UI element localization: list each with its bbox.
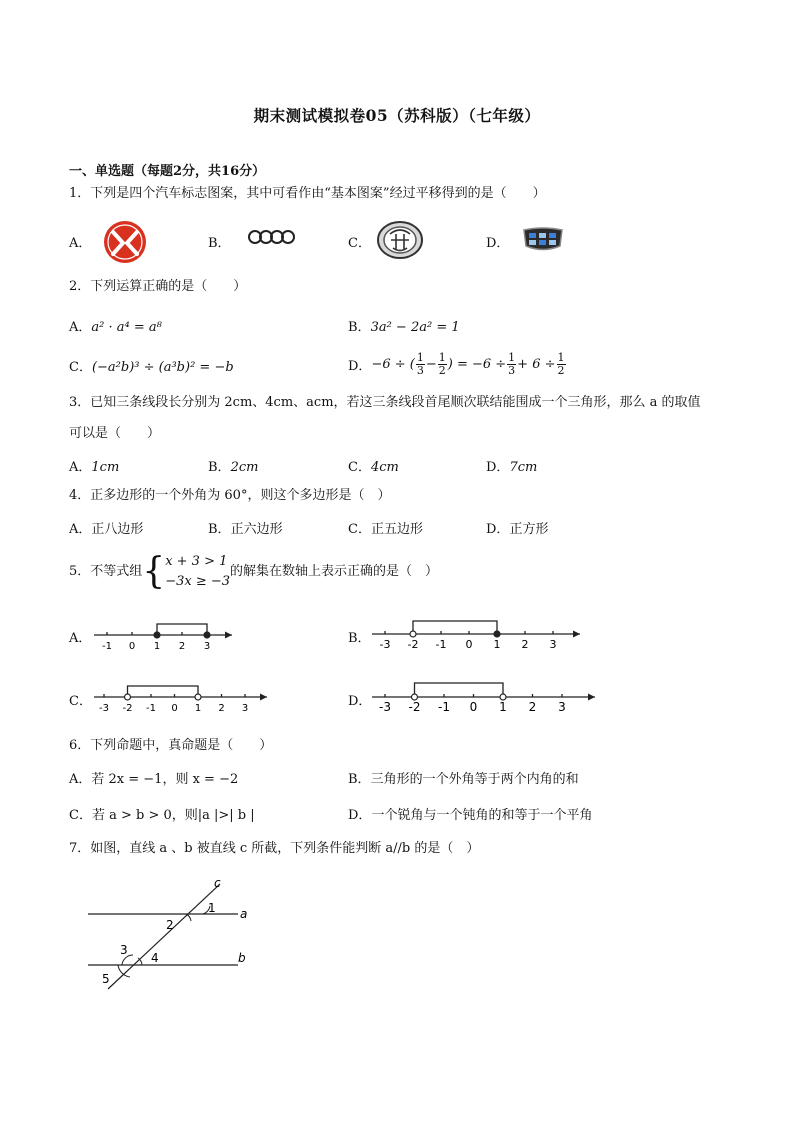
axis-tick-label: -2	[408, 700, 421, 714]
axis-arrow	[588, 694, 595, 701]
q2-d-minus: −	[425, 356, 437, 372]
brilliance-logo	[376, 220, 424, 260]
angle-3: 3	[120, 943, 128, 957]
angle-5: 5	[102, 972, 110, 986]
q5-axis-d	[370, 680, 600, 720]
q4-option-d: D．正方形	[486, 522, 549, 537]
q4-option-b: B．正六边形	[208, 522, 283, 537]
axis-tick-label: -3	[99, 703, 109, 714]
axis-tick-label: 1	[499, 700, 507, 714]
axis-tick-label: -3	[379, 700, 391, 714]
question-1-stem: 1．下列是四个汽车标志图案，其中可看作由“基本图案”经过平移得到的是（ ）	[69, 186, 546, 201]
q5-stem-pre: 5．不等式组	[69, 564, 143, 579]
q2-label-d: D．	[348, 358, 372, 374]
axis-tick-label: 3	[203, 641, 211, 652]
q3-option-a: A．1cm	[69, 460, 120, 475]
q2-option-a	[69, 316, 162, 335]
q2-d-frac-1: $\frac{1}{3}$	[416, 350, 424, 377]
q5-axis-b	[370, 616, 585, 656]
q2-d-plus: + 6 ÷	[517, 356, 556, 372]
q2-d-left: −6 ÷ (	[371, 356, 415, 372]
label-a: a	[240, 907, 248, 921]
solution-bracket	[128, 686, 199, 697]
axis-tick-label: 0	[465, 638, 473, 651]
q2-d-frac-3: $\frac{1}{3}$	[508, 350, 516, 377]
q3-option-b: B．2cm	[208, 460, 259, 475]
q2-d-mid: ) = −6 ÷	[447, 356, 507, 372]
geely-logo	[520, 226, 566, 254]
axis-tick-label: 2	[218, 703, 225, 714]
q5-stem-post: 的解集在数轴上表示正确的是（ ）	[230, 564, 439, 579]
question-5-stem	[69, 552, 438, 592]
q6-option-b: B．三角形的一个外角等于两个内角的和	[348, 772, 579, 787]
q6-option-d: D．一个锐角与一个钝角的和等于一个平角	[348, 808, 593, 823]
q4-option-a: A．正八边形	[69, 522, 144, 537]
q2-option-a-text: a² · a⁴ = a⁸	[91, 320, 162, 335]
question-6-stem: 6．下列命题中，真命题是（ ）	[69, 738, 273, 753]
endpoint-left	[412, 694, 418, 700]
endpoint-left	[410, 631, 416, 637]
angle-1: 1	[208, 901, 216, 915]
axis-tick-label: -2	[122, 703, 133, 714]
q2-option-c-text: (−a²b)³ ÷ (a³b)² = −b	[91, 360, 234, 375]
q2-d-frac-2: $\frac{1}{2}$	[438, 350, 446, 377]
angle-2: 2	[166, 918, 174, 932]
question-3-stem-line2: 可以是（ ）	[69, 426, 161, 441]
q2-option-d	[348, 347, 567, 381]
axis-tick-label: -2	[407, 638, 419, 651]
q5-label-d: D．	[348, 694, 372, 709]
axis-tick-label: 3	[549, 638, 557, 651]
q5-label-a: A．	[69, 631, 92, 646]
q6-option-c: C．若 a > b > 0，则|a |>| b |	[69, 808, 255, 823]
axis-tick-label: 2	[521, 638, 529, 651]
endpoint-right	[494, 631, 500, 637]
axis-tick-label: 1	[153, 641, 161, 652]
axis-arrow	[573, 631, 580, 638]
q2-label-b: B．	[348, 320, 371, 335]
line-c	[108, 884, 220, 989]
question-2-stem: 2．下列运算正确的是（ ）	[69, 279, 247, 294]
q1-label-b: B．	[208, 236, 231, 251]
q3-option-d: D．7cm	[486, 460, 538, 475]
q2-option-b	[348, 316, 460, 335]
angle-5-arc	[118, 965, 130, 977]
audi-rings-logo	[247, 229, 297, 245]
label-c: c	[214, 876, 221, 890]
solution-bracket	[415, 683, 504, 697]
q3-option-c: C．4cm	[348, 460, 399, 475]
axis-tick-label: 0	[469, 700, 478, 714]
dongfeng-logo	[101, 219, 149, 265]
q6-option-a: A．若 2x = −1，则 x = −2	[69, 772, 239, 787]
axis-tick-label: 1	[493, 638, 501, 651]
q4-option-c: C．正五边形	[348, 522, 423, 537]
question-3-stem-line1: 3．已知三条线段长分别为 2cm、4cm、acm，若这三条线段首尾顺次联结能围成一个三角形，那么 a 的取值	[69, 395, 701, 410]
page-title: 期末测试模拟卷05（苏科版）（七年级）	[253, 106, 541, 125]
axis-tick-label: 3	[558, 700, 566, 714]
solution-bracket	[413, 621, 497, 634]
endpoint-right	[195, 694, 201, 700]
endpoint-left	[125, 694, 131, 700]
q5-axis-c	[92, 682, 272, 718]
angle-4-arc	[138, 958, 142, 965]
axis-tick-label: 1	[194, 703, 202, 714]
axis-tick-label: 2	[178, 641, 186, 652]
axis-tick-label: -1	[435, 638, 447, 651]
q2-option-c	[69, 356, 234, 375]
question-4-stem: 4．正多边形的一个外角为 60°，则这个多边形是（ ）	[69, 488, 391, 503]
endpoint-left	[154, 632, 160, 638]
q7-figure	[80, 872, 260, 992]
axis-arrow	[260, 694, 267, 701]
q5-ineq-1: x + 3 > 1	[165, 554, 228, 569]
angle-4: 4	[151, 951, 159, 965]
section-header: 一、单选题（每题2分，共16分）	[69, 164, 266, 179]
question-7-stem: 7．如图，直线 a 、b 被直线 c 所截，下列条件能判断 a//b 的是（ ）	[69, 841, 480, 856]
q5-ineq-2: −3x ≥ −3	[165, 574, 231, 589]
axis-tick-label: 0	[128, 641, 136, 652]
axis-tick-label: -3	[379, 638, 391, 651]
q1-label-d: D．	[486, 236, 510, 251]
axis-tick-label: -1	[438, 700, 450, 714]
q5-system	[165, 552, 230, 592]
q5-label-c: C．	[69, 694, 92, 709]
q2-label-c: C．	[69, 360, 92, 375]
axis-tick-label: -1	[102, 641, 112, 652]
axis-tick-label: 2	[528, 700, 537, 714]
q5-brace: {	[142, 551, 166, 592]
q1-label-a: A．	[69, 236, 92, 251]
axis-tick-label: 0	[171, 703, 178, 714]
endpoint-right	[500, 694, 506, 700]
axis-arrow	[225, 632, 232, 639]
q5-axis-a	[92, 616, 237, 656]
q2-label-a: A．	[69, 320, 92, 335]
q2-option-b-text: 3a² − 2a² = 1	[370, 320, 460, 335]
axis-tick-label: 3	[241, 703, 249, 714]
label-b: b	[238, 951, 246, 965]
q5-label-b: B．	[348, 631, 371, 646]
axis-tick-label: -1	[146, 703, 156, 714]
q1-label-c: C．	[348, 236, 371, 251]
q2-d-frac-4: $\frac{1}{2}$	[557, 350, 565, 377]
endpoint-right	[204, 632, 210, 638]
